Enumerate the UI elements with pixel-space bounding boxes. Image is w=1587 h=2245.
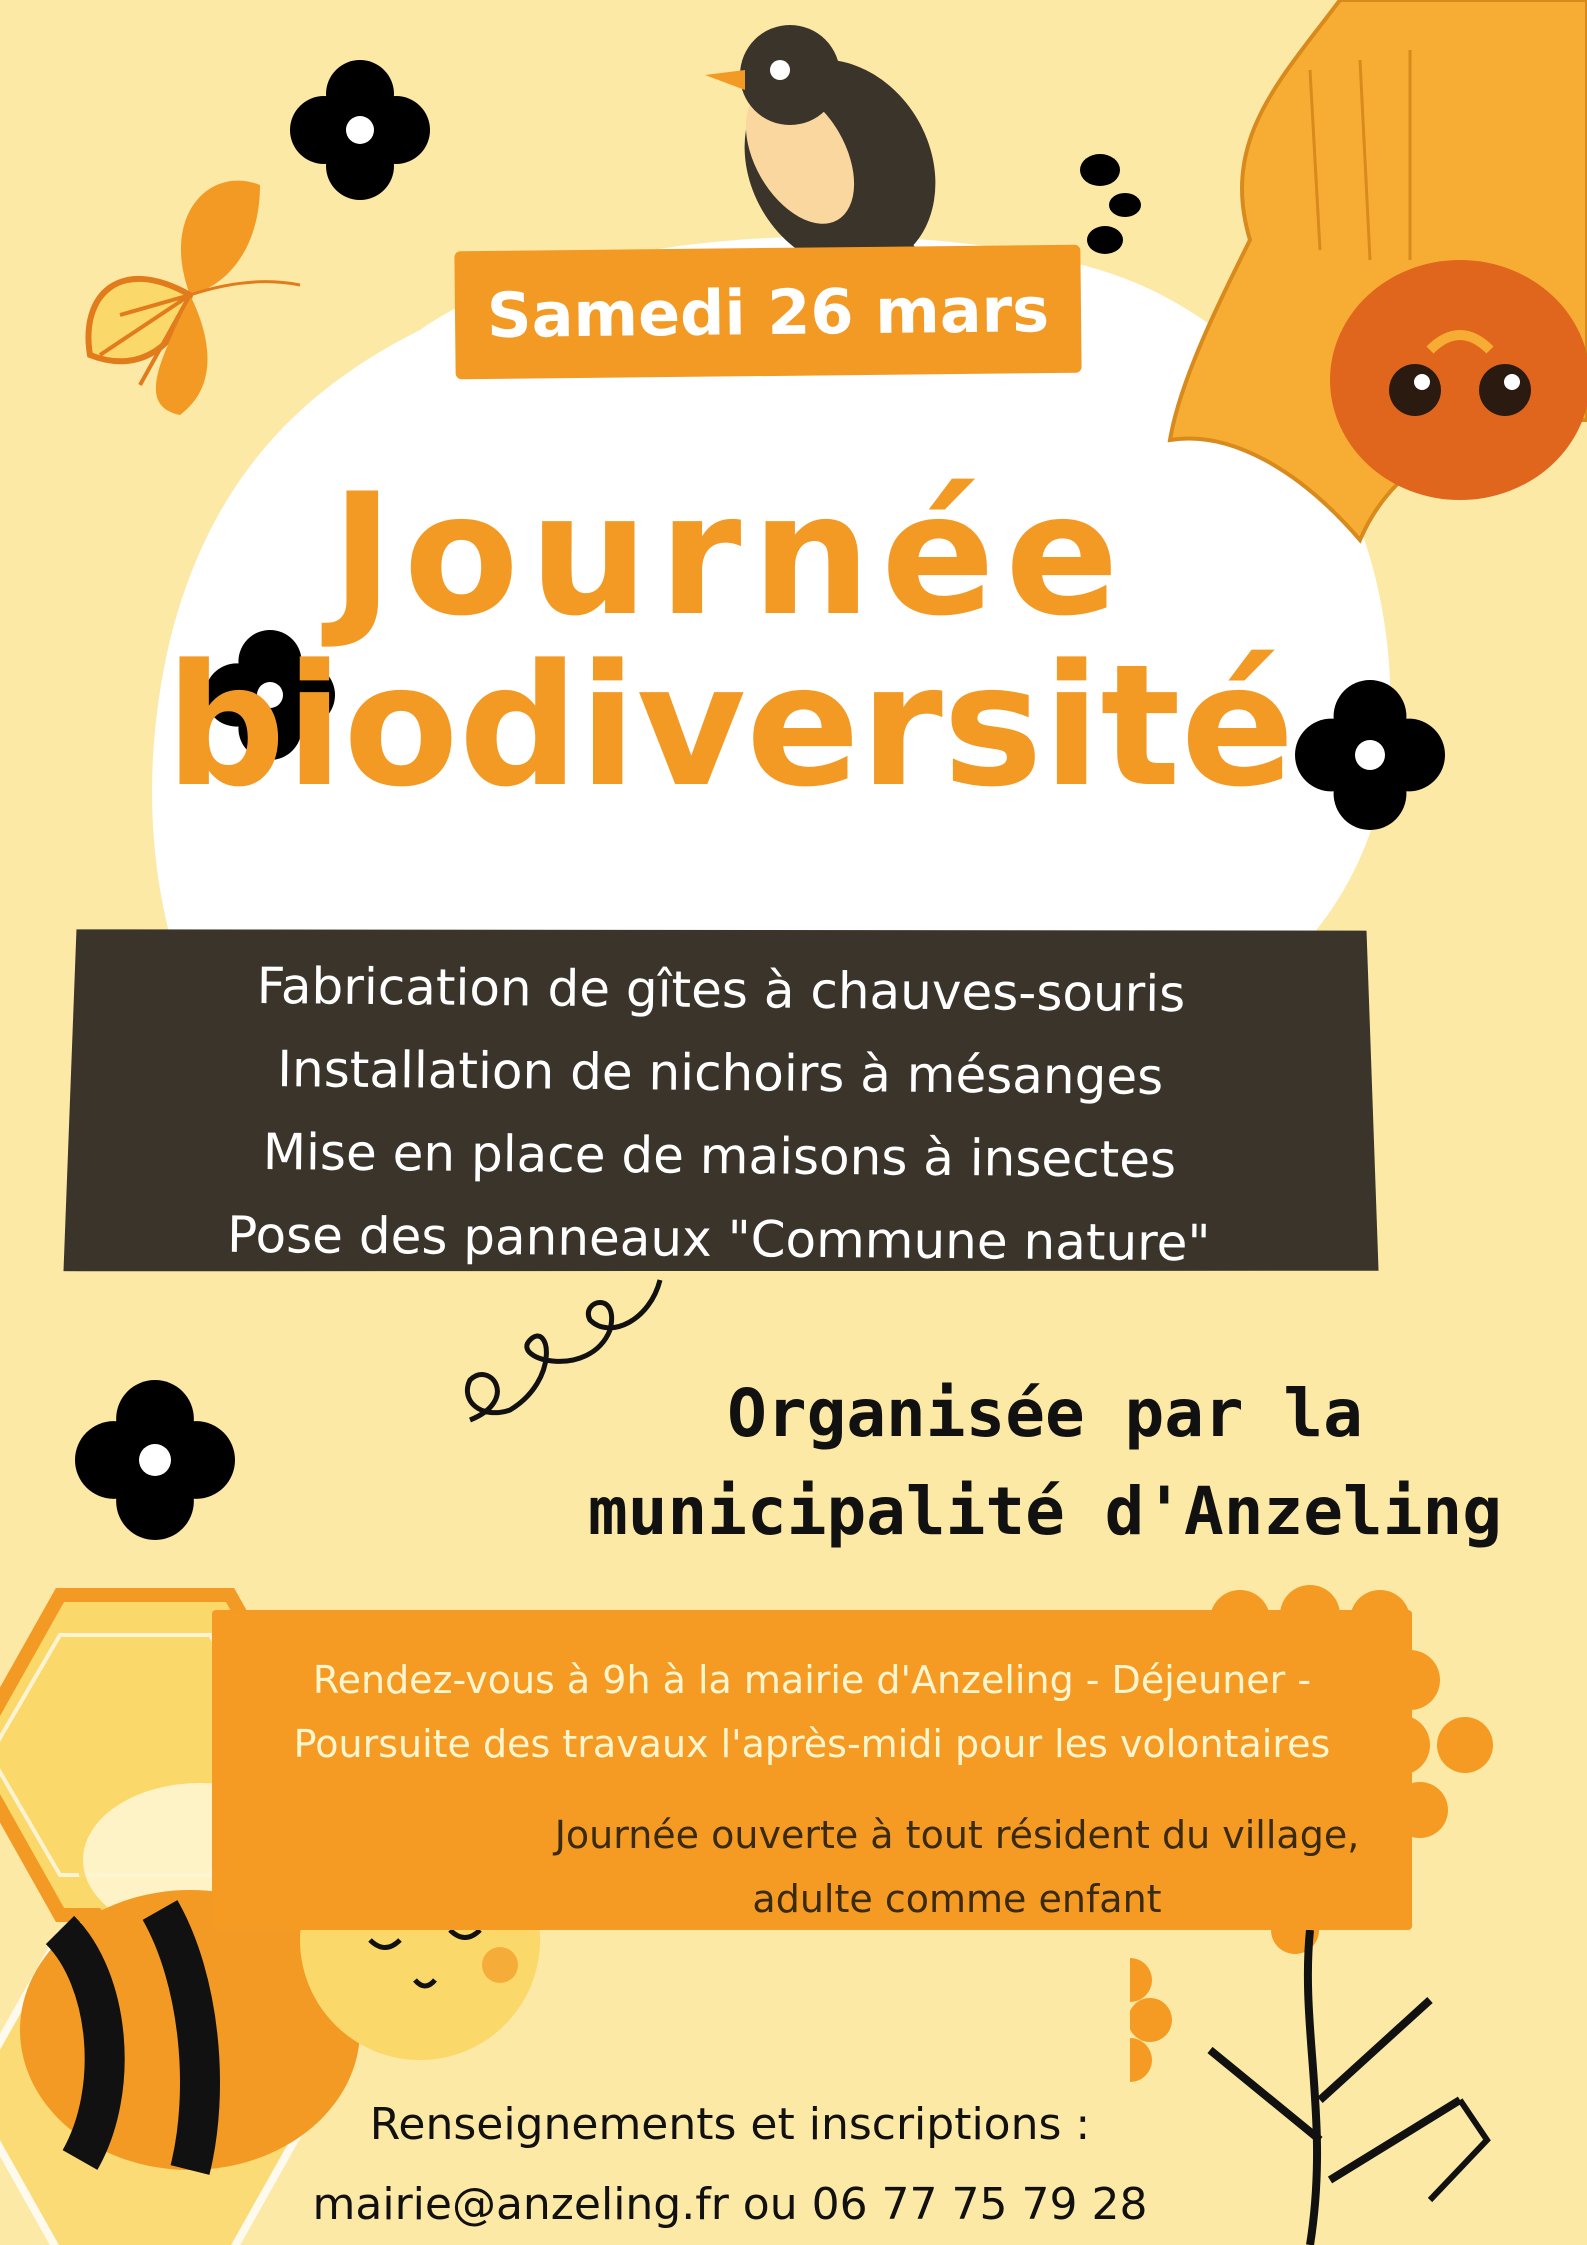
flower-icon [1295,680,1445,830]
info-line-1: Rendez-vous à 9h à la mairie d'Anzeling - Déjeuner - [312,1658,1312,1702]
title-line-1: Journée [331,457,1129,653]
event-date: Samedi 26 mars [486,272,1050,352]
info-audience [507,1803,1407,1931]
activity-item: Fabrication de gîtes à chauves-souris [256,956,1186,1024]
activities-list [53,943,1386,1287]
flower-icon [290,60,430,200]
date-banner [454,245,1081,380]
info-schedule [212,1648,1412,1776]
organiser-line-2: municipalité d'Anzeling [588,1473,1502,1550]
info-sub-line-1: Journée ouverte à tout résident du village, [554,1813,1360,1857]
organiser-text [510,1365,1580,1561]
info-box [212,1610,1412,1930]
contact-block [280,2085,1180,2245]
page-title [160,457,1300,825]
activity-item: Pose des panneaux "Commune nature" [226,1205,1211,1273]
activity-item: Mise en place de maisons à insectes [262,1123,1177,1189]
info-sub-line-2: adulte comme enfant [752,1877,1162,1921]
contact-heading: Renseignements et inscriptions : [369,2099,1091,2150]
organiser-line-1: Organisée par la [727,1375,1363,1452]
dots-icon [1070,145,1150,265]
contact-details[interactable]: mairie@anzeling.fr ou 06 77 75 79 28 [312,2179,1148,2230]
info-line-2: Poursuite des travaux l'après-midi pour les volontaires [293,1722,1331,1766]
activities-box [53,919,1386,1283]
activity-item: Installation de nichoirs à mésanges [277,1040,1164,1106]
title-line-2: biodiversité [165,628,1295,825]
flower-icon [75,1380,235,1540]
